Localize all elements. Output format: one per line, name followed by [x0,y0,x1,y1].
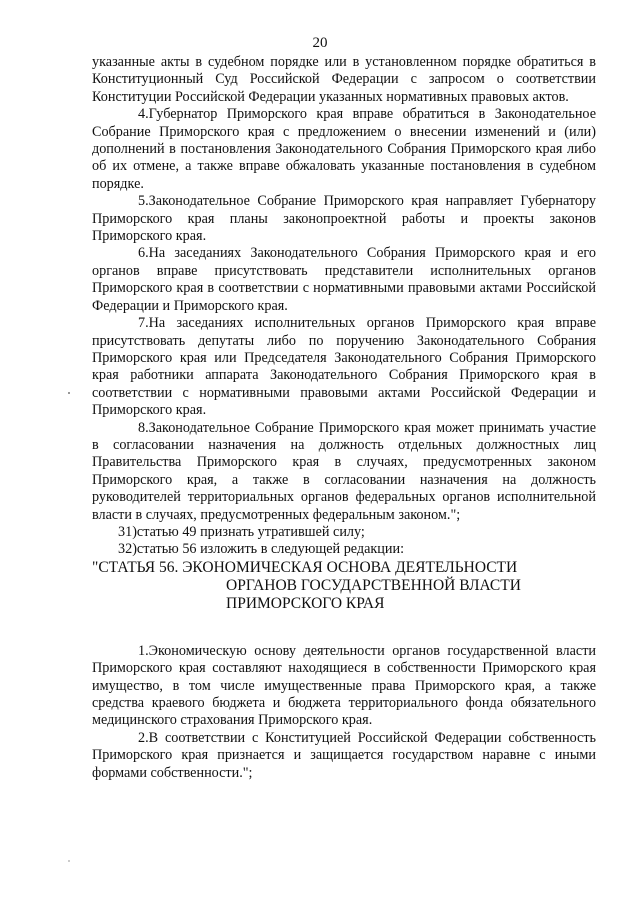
document-body [92,54,596,782]
article-heading-line-2: ОРГАНОВ ГОСУДАРСТВЕННОЙ ВЛАСТИ [226,576,521,594]
article-heading-line-1: "СТАТЬЯ 56. ЭКОНОМИЧЕСКАЯ ОСНОВА ДЕЯТЕЛЬНОСТИ [92,558,518,576]
article-heading [92,559,596,613]
article-paragraph-1: 1.Экономическую основу деятельности органов государственной власти Приморского края составляют находящиеся в собственности Приморского края имущество, в том числе имущественные права Приморского края, а также средства краевого бюджета и бюджета территориального фонда обязательного медицинского страхования Приморского края. [92,642,596,729]
article-heading-line-3: ПРИМОРСКОГО КРАЯ [226,594,385,612]
paragraph-item-5: 5.Законодательное Собрание Приморского края направляет Губернатору Приморского края планы законопроектной работы и проекты законов Приморского края. [92,193,596,245]
paragraph-item-32: 32)статью 56 изложить в следующей редакции: [118,541,405,558]
heading-spacer [92,613,596,643]
page-number: 20 [312,35,328,51]
article-paragraph-2: 2.В соответствии с Конституцией Российской Федерации собственность Приморского края признается и защищается государством наравне с иными формами собственности."; [92,729,596,781]
paragraph-continuation: указанные акты в судебном порядке или в установленном порядке обратиться в Конституционный Суд Российской Федерации с запросом о соответствии Конституции Российской Федерации указанных нормативных правовых актов. [92,54,596,105]
paragraph-item-31: 31)статью 49 признать утратившей силу; [118,523,365,540]
paragraph-item-6: 6.На заседаниях Законодательного Собрания Приморского края и его органов вправе присутствовать представители исполнительных органов Приморского края в соответствии с нормативными правовыми актами Российской Федерации и Приморского края. [92,245,596,314]
scan-speck-bottom [68,860,70,862]
scan-speck [68,392,70,394]
paragraph-item-8: 8.Законодательное Собрание Приморского края может принимать участие в согласовании назначения на должность отдельных должностных лиц Правительства Приморского края в случаях, предусмотренных законом Приморского края, а также в согласовании назначения на должность руководителей территориальных органов федеральных органов исполнительной власти в случаях, предусмотренных федеральным законом."; [92,419,596,523]
paragraph-item-7: 7.На заседаниях исполнительных органов Приморского края вправе присутствовать депутаты либо по поручению Законодательного Собрания Приморского края или Председателя Законодательного Собрания Приморского края работники аппарата Законодательного Собрания Приморского края в соответствии с нормативными правовыми актами Российской Федерации и Приморского края. [92,315,596,419]
paragraph-item-4: 4.Губернатор Приморского края вправе обратиться в Законодательное Собрание Приморского края с предложением о внесении изменений и (или) дополнений в постановления Законодательного Собрания Приморского края либо об их отмене, а также вправе обжаловать указанные постановления в судебном порядке. [92,106,596,192]
